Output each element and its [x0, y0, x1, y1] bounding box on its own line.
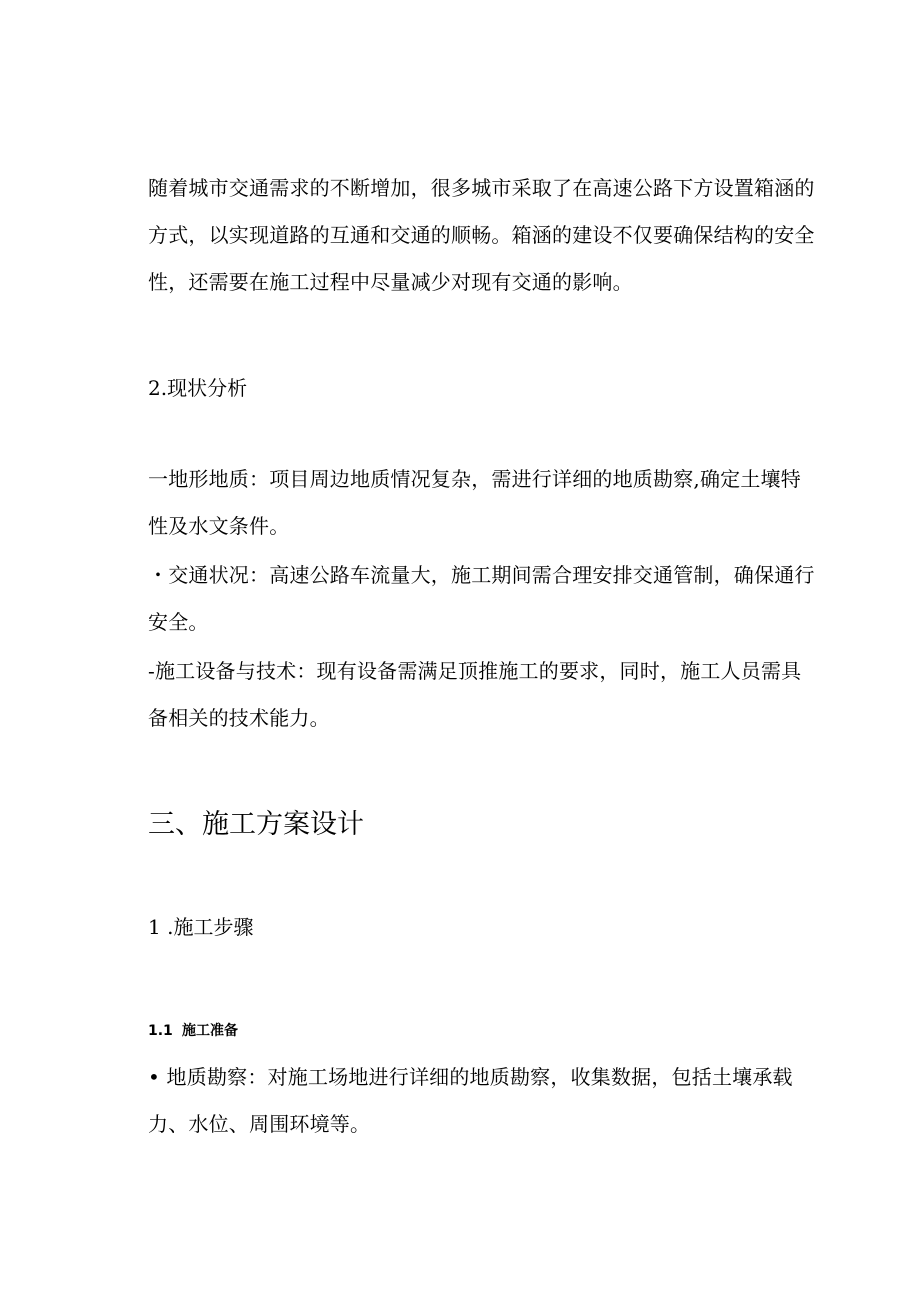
- subsection-1-1-heading: [148, 1021, 238, 1041]
- subsection-title: 施工准备: [182, 1023, 238, 1039]
- intro-paragraph: 随着城市交通需求的不断增加，很多城市采取了在高速公路下方设置箱涵的方式，以实现道路的互通和交通的顺畅。箱涵的建设不仅要确保结构的安全性，还需要在施工过程中尽量减少对现有交通的影响。: [148, 176, 815, 294]
- section-2-heading: 2.现状分析: [148, 376, 248, 400]
- construction-steps-heading: 1 .施工步骤: [148, 915, 254, 939]
- section-3-heading: 三、施工方案设计: [148, 809, 364, 840]
- list-item-traffic-status: ・交通状况：高速公路车流量大，施工期间需合理安排交通管制，确保通行安全。: [148, 563, 815, 634]
- list-item-terrain-geology: 一地形地质：项目周边地质情况复杂，需进行详细的地质勘察,确定土壤特性及水文条件。: [148, 467, 801, 538]
- list-item-equipment-technology: -施工设备与技术：现有设备需满足顶推施工的要求，同时，施工人员需具备相关的技术能力。: [148, 659, 802, 730]
- subsection-number: 1.1: [148, 1023, 173, 1039]
- list-item-geological-survey: • 地质勘察：对施工场地进行详细的地质勘察，收集数据，包括土壤承载力、水位、周围环境等。: [148, 1065, 793, 1136]
